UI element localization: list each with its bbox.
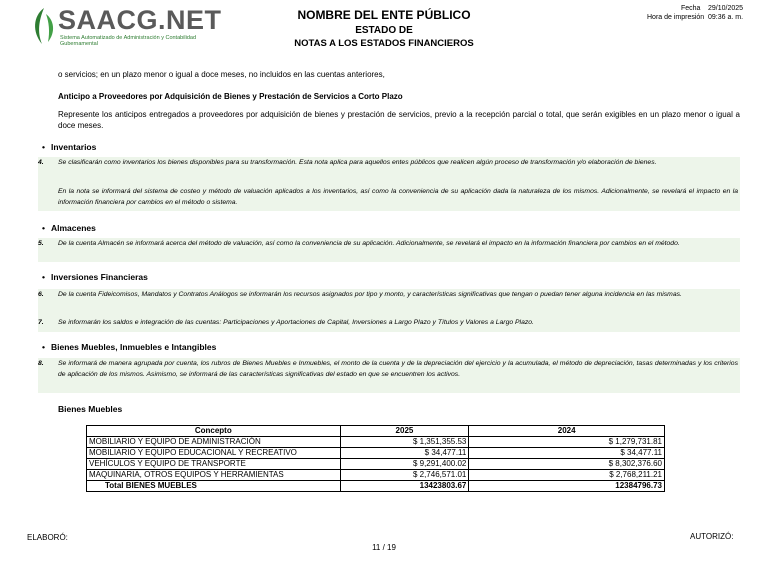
- inventarios-heading-row: [42, 142, 96, 152]
- table-row: [87, 448, 665, 459]
- bienes-muebles-table: [86, 425, 665, 492]
- bullet-icon: •: [42, 272, 45, 282]
- date-value: 29/10/2025: [708, 5, 744, 12]
- entity-name: NOMBRE DEL ENTE PÚBLICO: [297, 8, 471, 22]
- cell-concepto: MOBILIARIO Y EQUIPO EDUCACIONAL Y RECREATIVO: [87, 448, 341, 459]
- inventarios-heading: Inventarios: [51, 142, 97, 152]
- header-2025: 2025: [340, 426, 469, 437]
- table-row: [87, 437, 665, 448]
- print-time-value: 09:36 a. m.: [708, 14, 744, 21]
- inversiones-heading-row: [42, 272, 148, 282]
- inversiones-heading: Inversiones Financieras: [51, 272, 148, 282]
- logo-subtitle: Sistema Automatizado de Administración y Contabilidad Gubernamental: [60, 35, 197, 47]
- elaboro-label: ELABORÓ:: [27, 533, 68, 542]
- note-number: 8.: [38, 360, 44, 367]
- almacenes-heading: Almacenes: [51, 223, 96, 233]
- table-row: [87, 470, 665, 481]
- note-5: [38, 238, 740, 262]
- note-number: 4.: [38, 159, 44, 166]
- table-total-row: [87, 481, 665, 492]
- bullet-icon: •: [42, 223, 45, 233]
- cell-concepto: MOBILIARIO Y EQUIPO DE ADMINISTRACIÓN: [87, 437, 341, 448]
- bullet-icon: •: [42, 342, 45, 352]
- date-label: Fecha: [681, 5, 701, 12]
- note-number: 5.: [38, 240, 44, 247]
- table-title: Bienes Muebles: [58, 404, 123, 414]
- total-label: Total BIENES MUEBLES: [87, 481, 341, 492]
- cell-2025: $ 1,351,355.53: [340, 437, 469, 448]
- total-2025: 13423803.67: [340, 481, 469, 492]
- note-text: Se informará de manera agrupada por cuenta, los rubros de Bienes Muebles e Inmuebles, el monto de la cuenta y de la depreciación del ejercicio y la acumulada, el método de depreciación, tasas determinadas y los criterios de aplicación de los mismos. Asimismo, se informará de las características significativas del estado en que se encuentren los activos.: [58, 360, 738, 378]
- note-4: [38, 157, 740, 211]
- table-header-row: [87, 426, 665, 437]
- page-number: 11 / 19: [372, 543, 396, 552]
- cell-2024: $ 8,302,376.60: [469, 459, 665, 470]
- note-text: De la cuenta Fideicomisos, Mandatos y Contratos Análogos se informarán los recursos asignados por tipo y monto, y características significativas que tengan o puedan tener alguna incidencia en las mismas.: [58, 291, 682, 298]
- cell-2024: $ 2,768,211.21: [469, 470, 665, 481]
- note-text: Se clasificarán como inventarios los bienes disponibles para su transformación. Esta nota aplica para aquellos entes públicos que realicen algún proceso de transformación y/o elaboración de bienes.: [58, 159, 657, 166]
- statement-title: ESTADO DE: [355, 25, 413, 36]
- autorizo-label: AUTORIZÓ:: [690, 532, 734, 541]
- cell-2025: $ 9,291,400.02: [340, 459, 469, 470]
- header-concepto: Concepto: [87, 426, 341, 437]
- total-2024: 12384796.73: [469, 481, 665, 492]
- note-8: [38, 358, 740, 393]
- bienes-heading: Bienes Muebles, Inmuebles e Intangibles: [51, 342, 217, 352]
- note-6-7: [38, 289, 740, 332]
- cell-concepto: VEHÍCULOS Y EQUIPO DE TRANSPORTE: [87, 459, 341, 470]
- table-row: [87, 459, 665, 470]
- header-2024: 2024: [469, 426, 665, 437]
- intro-line: o servicios; en un plazo menor o igual a doce meses, no incluidos en las cuentas anteriores,: [58, 70, 385, 79]
- note-number: 6.: [38, 291, 44, 298]
- cell-concepto: MAQUINARIA, OTROS EQUIPOS Y HERRAMIENTAS: [87, 470, 341, 481]
- print-time-label: Hora de impresión: [647, 14, 705, 21]
- advance-heading: Anticipo a Proveedores por Adquisición de Bienes y Prestación de Servicios a Corto Plazo: [58, 92, 403, 101]
- cell-2025: $ 34,477.11: [340, 448, 469, 459]
- cell-2025: $ 2,746,571.01: [340, 470, 469, 481]
- cell-2024: $ 1,279,731.81: [469, 437, 665, 448]
- note-text: En la nota se informará del sistema de costeo y método de valuación aplicados a los inventarios, así como la conveniencia de su aplicación dada la naturaleza de los mismos. Adicionalmente, se revelará el impacto en la información financiera por cambios en el método o sistema.: [58, 188, 738, 206]
- note-text: De la cuenta Almacén se informará acerca del método de valuación, así como la conveniencia de su aplicación. Adicionalmente, se revelará el impacto en la información financiera por cambios en el método.: [58, 240, 680, 247]
- note-number: 7.: [38, 319, 44, 326]
- logo-text: SAACG.NET: [58, 5, 222, 35]
- note-text: Se informarán los saldos e integración de las cuentas: Participaciones y Aportaciones de Capital, Inversiones a Largo Plazo y Títulos y Valores a Largo Plazo.: [58, 319, 534, 326]
- cell-2024: $ 34,477.11: [469, 448, 665, 459]
- statement-subtitle: NOTAS A LOS ESTADOS FINANCIEROS: [294, 38, 474, 49]
- advance-text: Represente los anticipos entregados a proveedores por adquisición de bienes y prestación de servicios, previo a la recepción parcial o total, que serán exigibles en un plazo menor o igual a doce meses.: [58, 110, 740, 130]
- bienes-heading-row: [42, 342, 216, 352]
- almacenes-heading-row: [42, 223, 96, 233]
- bullet-icon: •: [42, 142, 45, 152]
